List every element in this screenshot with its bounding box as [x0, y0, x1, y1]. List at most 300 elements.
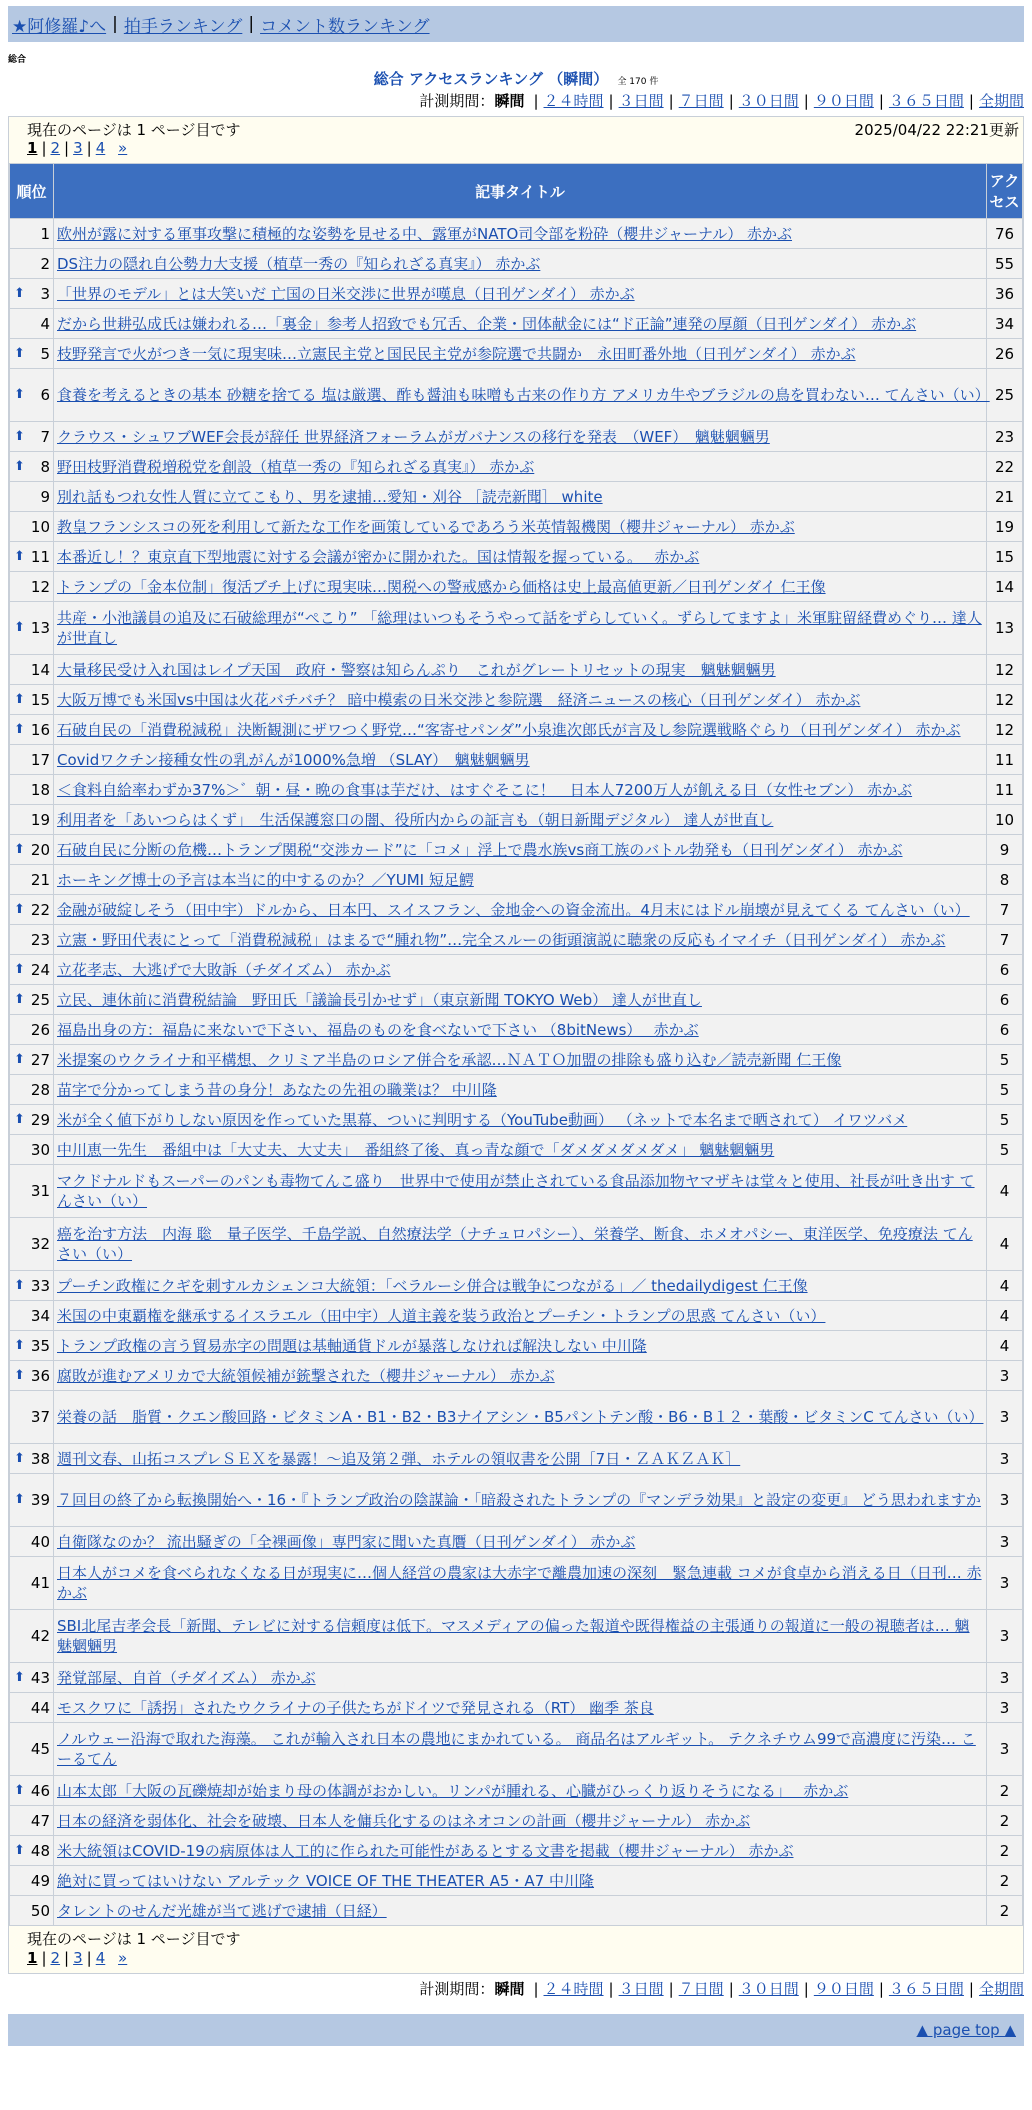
access-count: 3 [987, 1693, 1023, 1723]
title-cell [54, 482, 987, 512]
title-cell [54, 775, 987, 805]
period-separator: | [608, 92, 614, 110]
table-row [10, 1271, 1023, 1301]
page-link[interactable]: 3 [73, 1949, 83, 1967]
period-label: 計測期間： [419, 1980, 495, 1998]
title-cell [54, 1135, 987, 1165]
next-page-link[interactable]: » [118, 1949, 128, 1967]
table-row [10, 1361, 1023, 1391]
rank-number: 45 [30, 1740, 50, 1758]
article-link[interactable]: 立花孝志、大逃げで大敗訴（チダイズム） 赤かぶ [57, 960, 391, 979]
rank-number: 31 [30, 1182, 50, 1200]
ranking-table [9, 163, 1023, 1926]
rank-number: 9 [40, 487, 50, 506]
title-cell [54, 745, 987, 775]
rank-cell [10, 745, 54, 775]
page-spacer [109, 1949, 114, 1967]
rank-up-arrow-icon: ⬆ [14, 1492, 25, 1507]
top-nav-bar [8, 6, 1024, 42]
article-link[interactable]: 共産・小池議員の追及に石破総理が“ぺこり” 「総理はいつもそうやって話をずらしていく。ずらしてますよ」米軍駐留経費めぐり… 達人が世直し [57, 609, 982, 647]
article-link[interactable]: 腐敗が進むアメリカで大統領候補が銃撃された（櫻井ジャーナル） 赤かぶ [57, 1366, 555, 1385]
table-row [10, 1806, 1023, 1836]
rank-number: 33 [30, 1276, 50, 1295]
table-row [10, 1663, 1023, 1693]
page-separator: | [41, 139, 47, 157]
rank-cell [10, 805, 54, 835]
current-page-text: 現在のページは 1 ページ目です [27, 1930, 241, 1948]
article-link[interactable]: Covidワクチン接種女性の乳がんが1000%急増 （SLAY） 魑魅魍魎男 [57, 750, 530, 769]
access-count: 2 [987, 1806, 1023, 1836]
article-link[interactable]: 栄養の話 脂質・クエン酸回路・ビタミンA・B1・B2・B3ナイアシン・B5パントテン酸・B6・B１２・葉酸・ビタミンC てんさい（い） [57, 1408, 984, 1426]
article-link[interactable]: ７回目の終了から転換開始へ・16・『トランプ政治の陰謀論・「暗殺されたトランプの『マンデラ効果』と設定の変更』 どう思われますか [57, 1491, 981, 1509]
rank-cell [10, 369, 54, 422]
period-separator: | [803, 92, 809, 110]
access-header: アクセス [987, 164, 1023, 219]
rank-number: 2 [40, 254, 50, 273]
title-cell [54, 279, 987, 309]
rank-cell [10, 1361, 54, 1391]
article-link[interactable]: プーチン政権にクギを刺すルカシェンコ大統領：「ベラルーシ併合は戦争につながる」／ thedailydigest 仁王像 [57, 1276, 808, 1295]
table-row [10, 1836, 1023, 1866]
access-count: 14 [987, 572, 1023, 602]
access-count: 9 [987, 835, 1023, 865]
ranking-title: 総合 アクセスランキング （瞬間） [373, 70, 609, 88]
title-cell [54, 1866, 987, 1896]
article-link[interactable]: 本番近し！？東京直下型地震に対する会議が密かに開かれた。国は情報を握っている。 赤かぶ [57, 547, 700, 566]
rank-cell [10, 835, 54, 865]
rank-number: 18 [30, 780, 50, 799]
article-link[interactable]: 教皇フランシスコの死を利用して新たな工作を画策しているであろう米英情報機関（櫻井ジャーナル） 赤かぶ [57, 517, 795, 536]
title-cell [54, 865, 987, 895]
page-link[interactable]: 3 [73, 139, 83, 157]
page-title [0, 68, 1032, 90]
period-link[interactable]: ２４時間 [543, 92, 604, 110]
rank-up-arrow-icon: ⬆ [14, 691, 25, 707]
article-link[interactable]: モスクワに「誘拐」されたウクライナの子供たちがドイツで発見される（RT） 幽季 茶良 [57, 1698, 654, 1717]
access-count: 5 [987, 1135, 1023, 1165]
period-link[interactable]: ３６５日間 [888, 1980, 964, 1998]
title-cell [54, 685, 987, 715]
period-current: 瞬間 [494, 1980, 525, 1998]
title-cell [54, 805, 987, 835]
rank-number: 26 [30, 1020, 50, 1039]
period-separator: | [668, 1980, 674, 1998]
period-current: 瞬間 [494, 92, 525, 110]
rank-number: 13 [30, 619, 50, 637]
rank-number: 23 [30, 930, 50, 949]
table-row [10, 452, 1023, 482]
rank-up-arrow-icon: ⬆ [14, 721, 25, 737]
access-count: 21 [987, 482, 1023, 512]
rank-number: 49 [30, 1871, 50, 1890]
article-link[interactable]: だから世耕弘成氏は嫌われる…「裏金」参考人招致でも冗舌、企業・団体献金には“ド正論”連発の厚顔（日刊ゲンダイ） 赤かぶ [57, 314, 917, 333]
table-row [10, 1391, 1023, 1444]
rank-cell [10, 1610, 54, 1663]
table-row [10, 1776, 1023, 1806]
page-top-link[interactable]: ▲ page top ▲ [916, 2021, 1016, 2039]
title-cell [54, 339, 987, 369]
rank-cell [10, 452, 54, 482]
rank-up-arrow-icon: ⬆ [14, 387, 25, 402]
period-label: 計測期間： [419, 92, 495, 110]
rank-up-arrow-icon: ⬆ [14, 961, 25, 977]
article-link[interactable]: 福島出身の方：福島に来ないで下さい、福島のものを食べないで下さい （8bitNews） 赤かぶ [57, 1020, 699, 1039]
page-link[interactable]: 2 [50, 1949, 61, 1967]
rank-number: 47 [30, 1811, 50, 1830]
bottom-bar [8, 2014, 1024, 2046]
access-count: 23 [987, 422, 1023, 452]
article-link[interactable]: 山本太郎「大阪の瓦礫焼却が始まり母の体調がおかしい。リンパが腫れる、心臓がひっくり返りそうになる」 赤かぶ [57, 1781, 849, 1800]
rank-up-arrow-icon: ⬆ [14, 841, 25, 857]
period-link[interactable]: ３日間 [618, 92, 664, 110]
access-count: 2 [987, 1866, 1023, 1896]
period-separator: | [728, 1980, 734, 1998]
rank-cell [10, 1527, 54, 1557]
period-link[interactable]: 全期間 [978, 1980, 1024, 1998]
access-count: 5 [987, 1045, 1023, 1075]
table-row [10, 309, 1023, 339]
home-link[interactable]: ★阿修羅♪へ [12, 16, 107, 37]
title-cell [54, 1045, 987, 1075]
access-count: 19 [987, 512, 1023, 542]
access-count: 6 [987, 1015, 1023, 1045]
period-link[interactable]: ３日間 [618, 1980, 664, 1998]
category-label: 総合 [8, 55, 27, 65]
title-cell [54, 1527, 987, 1557]
article-link[interactable]: 癌を治す方法 内海 聡 量子医学、千島学説、自然療法学（ナチュロパシー）、栄養学、断食、ホメオパシー、東洋医学、免疫療法 てんさい（い） [57, 1225, 973, 1263]
rank-number: 27 [30, 1050, 50, 1069]
rank-cell [10, 512, 54, 542]
period-selector [8, 90, 1024, 112]
table-row [10, 865, 1023, 895]
ranking-box [8, 116, 1024, 1974]
article-link[interactable]: 立民、連休前に消費税結論 野田氏「議論長引かせず」（東京新聞 TOKYO Web） 達人が世直し [57, 990, 702, 1009]
rank-up-arrow-icon: ⬆ [14, 1111, 25, 1127]
rank-number: 20 [30, 840, 50, 859]
rank-up-arrow-icon: ⬆ [14, 458, 25, 474]
article-link[interactable]: DS注力の隠れ自公勢力大支援（植草一秀の『知られざる真実』） 赤かぶ [57, 254, 541, 273]
rank-number: 42 [30, 1627, 50, 1645]
page-separator: | [41, 1949, 47, 1967]
title-header: 記事タイトル [54, 164, 987, 219]
rank-cell [10, 309, 54, 339]
rank-cell [10, 955, 54, 985]
title-cell [54, 422, 987, 452]
access-count: 6 [987, 985, 1023, 1015]
access-count: 3 [987, 1474, 1023, 1527]
rank-up-arrow-icon: ⬆ [14, 1277, 25, 1293]
title-cell [54, 955, 987, 985]
period-separator: | [608, 1980, 614, 1998]
rank-cell [10, 1165, 54, 1218]
rank-header: 順位 [10, 164, 54, 219]
article-link[interactable]: 枝野発言で火がつき一気に現実味…立憲民主党と国民民主党が参院選で共闘か 永田町番外地（日刊ゲンダイ） 赤かぶ [57, 344, 856, 363]
rank-number: 3 [40, 284, 50, 303]
period-separator: | [728, 92, 734, 110]
rank-cell [10, 1776, 54, 1806]
table-row [10, 482, 1023, 512]
title-cell [54, 1663, 987, 1693]
table-row [10, 775, 1023, 805]
article-link[interactable]: トランプの「金本位制」復活ブチ上げに現実味…関税への警戒感から価格は史上最高値更新／日刊ゲンダイ 仁王像 [57, 577, 826, 596]
article-link[interactable]: ホーキング博士の予言は本当に的中するのか？／YUMI 短足鰐 [57, 870, 474, 889]
period-link[interactable]: ３０日間 [738, 92, 799, 110]
period-separator: | [803, 1980, 809, 1998]
rank-number: 8 [40, 457, 50, 476]
pagination [9, 139, 1023, 163]
period-link[interactable]: ３６５日間 [888, 92, 964, 110]
rank-number: 17 [30, 750, 50, 769]
rank-number: 6 [40, 386, 50, 404]
rank-number: 36 [30, 1366, 50, 1385]
access-count: 12 [987, 655, 1023, 685]
rank-cell [10, 715, 54, 745]
page-spacer [109, 139, 114, 157]
table-row [10, 655, 1023, 685]
rank-cell [10, 1806, 54, 1836]
table-row [10, 715, 1023, 745]
rank-number: 25 [30, 990, 50, 1009]
period-link[interactable]: 全期間 [978, 92, 1024, 110]
access-count: 6 [987, 955, 1023, 985]
title-cell [54, 249, 987, 279]
access-count: 3 [987, 1610, 1023, 1663]
article-link[interactable]: 食養を考えるときの基本 砂糖を捨てる 塩は厳選、酢も醤油も味噌も古来の作り方 アメリカ牛やブラジルの鳥を買わない… てんさい（い） [57, 386, 990, 404]
title-cell [54, 895, 987, 925]
rank-up-arrow-icon: ⬆ [14, 620, 25, 635]
next-page-link[interactable]: » [118, 139, 128, 157]
table-row [10, 1218, 1023, 1271]
rank-cell [10, 1896, 54, 1926]
page-link[interactable]: 4 [95, 139, 106, 157]
title-cell [54, 835, 987, 865]
rank-number: 28 [30, 1080, 50, 1099]
article-link[interactable]: 「世界のモデル」とは大笑いだ 亡国の日米交渉に世界が嘆息（日刊ゲンダイ） 赤かぶ [57, 284, 635, 303]
rank-up-arrow-icon: ⬆ [14, 1051, 25, 1067]
nav-separator: | [248, 14, 255, 34]
rank-cell [10, 1391, 54, 1444]
page-link[interactable]: 2 [50, 139, 61, 157]
page-separator: | [64, 1949, 70, 1967]
table-row [10, 1331, 1023, 1361]
article-link[interactable]: 苗字で分かってしまう昔の身分！あなたの先祖の職業は？ 中川隆 [57, 1080, 497, 1099]
period-separator: | [968, 92, 974, 110]
access-count: 4 [987, 1271, 1023, 1301]
access-count: 26 [987, 339, 1023, 369]
rank-cell [10, 1444, 54, 1474]
access-count: 4 [987, 1301, 1023, 1331]
title-cell [54, 715, 987, 745]
access-count: 55 [987, 249, 1023, 279]
article-link[interactable]: 米国の中東覇権を継承するイスラエル（田中宇）人道主義を装う政治とプーチン・トランプの思惑 てんさい（い） [57, 1306, 826, 1325]
article-link[interactable]: 欧州が露に対する軍事攻撃に積極的な姿勢を見せる中、露軍がNATO司令部を粉砕（櫻井ジャーナル） 赤かぶ [57, 224, 793, 243]
rank-cell [10, 865, 54, 895]
article-link[interactable]: 石破自民の「消費税減税」決断観測にザワつく野党…“客寄せパンダ”小泉進次郎氏が言及し参院選戦略ぐらり（日刊ゲンダイ） 赤かぶ [57, 720, 961, 739]
access-count: 4 [987, 1331, 1023, 1361]
table-row [10, 369, 1023, 422]
article-link[interactable]: クラウス・シュワブWEF会長が辞任 世界経済フォーラムがガバナンスの移行を発表 （WEF） 魑魅魍魎男 [57, 427, 770, 446]
access-count: 7 [987, 925, 1023, 955]
title-cell [54, 452, 987, 482]
article-link[interactable]: 石破自民に分断の危機…トランプ関税“交渉カード”に「コメ」浮上で農水族vs商工族のバトル勃発も（日刊ゲンダイ） 赤かぶ [57, 840, 903, 859]
title-cell [54, 512, 987, 542]
article-link[interactable]: 立憲・野田代表にとって「消費税減税」はまるで“腫れ物”…完全スルーの街頭演説に聴衆の反応もイマイチ（日刊ゲンダイ） 赤かぶ [57, 930, 946, 949]
article-link[interactable]: 別れ話もつれ女性人質に立てこもり、男を逮捕…愛知・刈谷 ［読売新聞］ white [57, 487, 603, 506]
rank-number: 46 [30, 1781, 50, 1800]
title-cell [54, 369, 990, 422]
rank-cell [10, 925, 54, 955]
table-row [10, 1693, 1023, 1723]
rank-up-arrow-icon: ⬆ [14, 1842, 25, 1858]
article-link[interactable]: 絶対に買ってはいけない アルテック VOICE OF THE THEATER A5・A7 中川隆 [57, 1871, 594, 1890]
rank-number: 7 [40, 427, 50, 446]
article-link[interactable]: トランプ政権の言う貿易赤字の問題は基軸通貨ドルが暴落しなければ解決しない 中川隆 [57, 1336, 647, 1355]
rank-up-arrow-icon: ⬆ [14, 1669, 25, 1685]
article-link[interactable]: 利用者を「あいつらはくず」 生活保護窓口の闇、役所内からの証言も（朝日新聞デジタル） 達人が世直し [57, 810, 774, 829]
title-cell [54, 1896, 987, 1926]
rank-number: 22 [30, 900, 50, 919]
comment-ranking-link[interactable]: コメント数ランキング [260, 16, 430, 37]
table-row [10, 1075, 1023, 1105]
title-cell [54, 1361, 987, 1391]
period-link[interactable]: ３０日間 [738, 1980, 799, 1998]
rank-cell [10, 775, 54, 805]
table-row [10, 685, 1023, 715]
rank-cell [10, 685, 54, 715]
rank-up-arrow-icon: ⬆ [14, 1337, 25, 1353]
article-link[interactable]: 発覚部屋、自首（チダイズム） 赤かぶ [57, 1668, 316, 1687]
article-link[interactable]: 日本人がコメを食べられなくなる日が現実に…個人経営の農家は大赤字で離農加速の深刻 緊急連載 コメが食卓から消える日（日刊… 赤かぶ [57, 1564, 982, 1602]
access-count: 2 [987, 1896, 1023, 1926]
rank-cell [10, 542, 54, 572]
access-count: 8 [987, 865, 1023, 895]
rank-number: 24 [30, 960, 50, 979]
article-link[interactable]: 米提案のウクライナ和平構想、クリミア半島のロシア併合を承認…ＮＡＴＯ加盟の排除も盛り込む／読売新聞 仁王像 [57, 1050, 842, 1069]
table-row [10, 805, 1023, 835]
article-link[interactable]: 大阪万博でも米国vs中国は火花バチバチ？ 暗中模索の日米交渉と参院選 経済ニュースの核心（日刊ゲンダイ） 赤かぶ [57, 690, 861, 709]
rank-cell [10, 1331, 54, 1361]
rank-number: 14 [30, 660, 50, 679]
article-link[interactable]: 中川恵一先生 番組中は「大丈夫、大丈夫」 番組終了後、真っ青な顔で「ダメダメダメダメ」 魑魅魍魎男 [57, 1140, 775, 1159]
title-cell [54, 219, 987, 249]
title-cell [54, 1301, 987, 1331]
rank-number: 35 [30, 1336, 50, 1355]
table-row [10, 1527, 1023, 1557]
table-row [10, 1896, 1023, 1926]
access-count: 2 [987, 1776, 1023, 1806]
title-cell [54, 1165, 987, 1218]
rank-up-arrow-icon: ⬆ [14, 1367, 25, 1383]
article-link[interactable]: 日本の経済を弱体化、社会を破壊、日本人を傭兵化するのはネオコンの計画（櫻井ジャーナル） 赤かぶ [57, 1811, 751, 1830]
article-link[interactable]: ノルウェー沿海で取れた海藻。 これが輸入され日本の農地にまかれている。 商品名はアルギット。 テクネチウム99で高濃度に汚染… こーるてん [57, 1730, 976, 1768]
title-cell [54, 1391, 987, 1444]
table-row [10, 219, 1023, 249]
rank-number: 44 [30, 1698, 50, 1717]
title-cell [54, 1015, 987, 1045]
rank-cell [10, 1301, 54, 1331]
period-link[interactable]: ７日間 [678, 92, 724, 110]
page-link[interactable]: 4 [95, 1949, 106, 1967]
article-link[interactable]: SBI北尾吉孝会長「新聞、テレビに対する信頼度は低下。マスメディアの偏った報道や既得権益の主張通りの報道に一般の視聴者は… 魑魅魍魎男 [57, 1617, 970, 1655]
rank-cell [10, 1474, 54, 1527]
rank-cell [10, 249, 54, 279]
period-link[interactable]: ９０日間 [813, 1980, 874, 1998]
period-link[interactable]: ９０日間 [813, 92, 874, 110]
pagination-bottom [9, 1949, 1023, 1973]
period-separator: | [878, 1980, 884, 1998]
access-count: 3 [987, 1527, 1023, 1557]
page-current: 1 [27, 1949, 38, 1967]
period-link[interactable]: ７日間 [678, 1980, 724, 1998]
page-separator: | [86, 1949, 92, 1967]
title-cell [54, 655, 987, 685]
article-link[interactable]: 米大統領はCOVID-19の病原体は人工的に作られた可能性があるとする文書を掲載（櫻井ジャーナル） 赤かぶ [57, 1841, 794, 1860]
title-cell [54, 572, 987, 602]
rank-up-arrow-icon: ⬆ [14, 901, 25, 917]
rank-number: 16 [30, 720, 50, 739]
current-page-text: 現在のページは 1 ページ目です [27, 121, 241, 139]
access-count: 3 [987, 1557, 1023, 1610]
title-cell [54, 1444, 987, 1474]
rank-cell [10, 602, 54, 655]
article-link[interactable]: タレントのせんだ光雄が当て逃げで逮捕（日経） [57, 1901, 387, 1920]
article-link[interactable]: ＜食料自給率わずか37%＞゛朝・昼・晩の食事は芋だけ、はすぐそこに！ 日本人7200万人が飢える日（女性セブン） 赤かぶ [57, 780, 913, 799]
table-row [10, 512, 1023, 542]
rank-cell [10, 985, 54, 1015]
access-count: 11 [987, 775, 1023, 805]
rank-cell [10, 1218, 54, 1271]
title-cell [54, 309, 987, 339]
access-count: 3 [987, 1444, 1023, 1474]
title-cell [54, 1836, 987, 1866]
access-count: 3 [987, 1723, 1023, 1776]
period-link[interactable]: ２４時間 [543, 1980, 604, 1998]
rank-up-arrow-icon: ⬆ [14, 345, 25, 361]
article-link[interactable]: 自衛隊なのか？ 流出騒ぎの「全裸画像」専門家に聞いた真贋（日刊ゲンダイ） 赤かぶ [57, 1532, 636, 1551]
rank-cell [10, 1015, 54, 1045]
table-row [10, 1015, 1023, 1045]
period-separator: | [533, 1980, 539, 1998]
rank-number: 29 [30, 1110, 50, 1129]
article-link[interactable]: 米が全く値下がりしない原因を作っていた黒幕、ついに判明する（YouTube動画） （ネットで本名まで晒されて） イワツバメ [57, 1110, 908, 1129]
article-link[interactable]: 金融が破綻しそう（田中宇）ドルから、日本円、スイスフラン、金地金への資金流出。4月末にはドル崩壊が見えてくる てんさい（い） [57, 900, 970, 919]
title-cell [54, 1776, 987, 1806]
article-link[interactable]: マクドナルドもスーパーのパンも毒物てんこ盛り 世界中で使用が禁止されている食品添加物ヤマザキは堂々と使用、社長が吐き出す てんさい（い） [57, 1172, 975, 1210]
access-count: 76 [987, 219, 1023, 249]
rank-up-arrow-icon: ⬆ [14, 1450, 25, 1466]
table-row [10, 1557, 1023, 1610]
rank-number: 15 [30, 690, 50, 709]
table-row [10, 1444, 1023, 1474]
access-count: 12 [987, 715, 1023, 745]
rank-up-arrow-icon: ⬆ [14, 548, 25, 564]
table-row [10, 249, 1023, 279]
rank-number: 1 [40, 224, 50, 243]
clap-ranking-link[interactable]: 拍手ランキング [123, 16, 243, 37]
table-row [10, 339, 1023, 369]
table-row [10, 985, 1023, 1015]
title-cell [54, 1557, 987, 1610]
table-row [10, 279, 1023, 309]
article-link[interactable]: 週刊文春、山拓コスプレＳＥＸを暴露！～追及第２弾、ホテルの領収書を公開［7日・ＺＡＫＺＡＫ］ [57, 1449, 741, 1468]
table-row [10, 1301, 1023, 1331]
rank-number: 43 [30, 1668, 50, 1687]
rank-number: 39 [30, 1491, 50, 1509]
article-link[interactable]: 大量移民受け入れ国はレイプ天国 政府・警察は知らんぷり これがグレートリセットの現実 魑魅魍魎男 [57, 660, 776, 679]
access-count: 11 [987, 745, 1023, 775]
article-link[interactable]: 野田枝野消費税増税党を創設（植草一秀の『知られざる真実』） 赤かぶ [57, 457, 535, 476]
access-count: 5 [987, 1075, 1023, 1105]
